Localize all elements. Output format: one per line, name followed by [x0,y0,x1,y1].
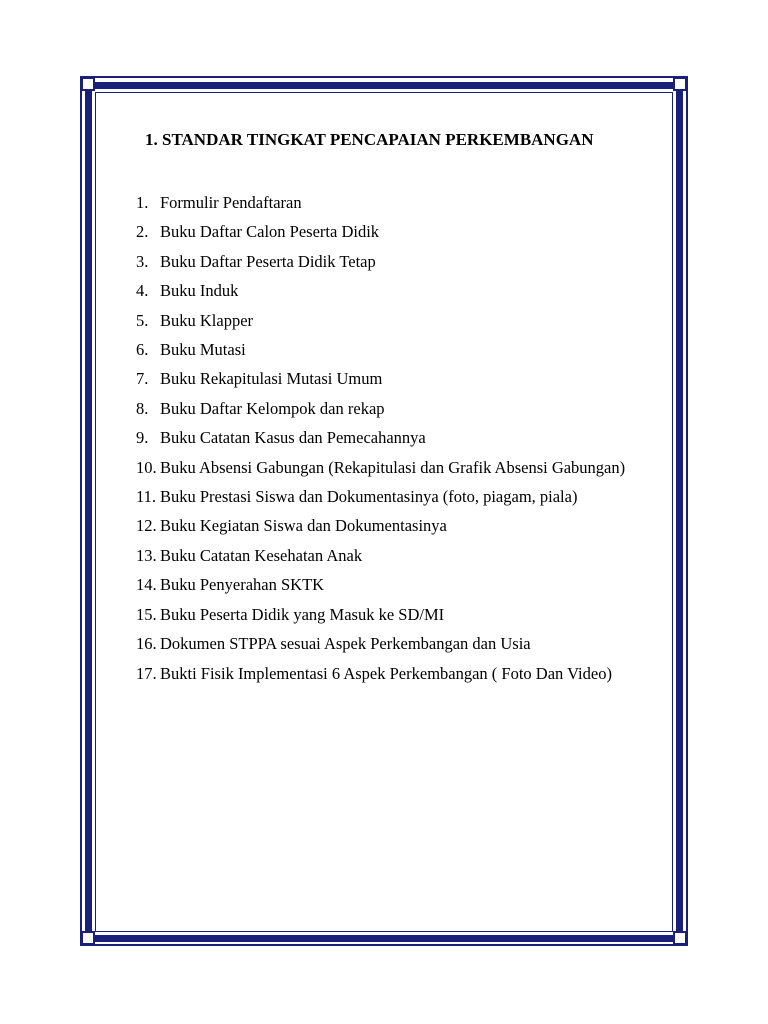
list-item [136,541,676,570]
list-item [136,217,676,246]
list-item-number: 11. [136,487,157,507]
list-item-text: Buku Catatan Kasus dan Pemecahannya [160,428,426,448]
list-item [136,394,676,423]
list-item [136,423,676,452]
list-item [136,482,676,511]
list-item-number: 2. [136,222,149,242]
list-item-number: 17. [136,663,157,683]
list-item-text: Buku Penyerahan SKTK [160,575,325,595]
list-item-number: 15. [136,604,157,624]
list-item-text: Bukti Fisik Implementasi 6 Aspek Perkembangan ( Foto Dan Video) [160,663,612,683]
list-item [136,247,676,276]
list-item [136,453,676,482]
list-item-text: Buku Mutasi [160,340,246,360]
list-item-text: Buku Peserta Didik yang Masuk ke SD/MI [160,604,445,624]
list-item-number: 16. [136,634,157,654]
list-item-number: 1. [136,193,149,212]
list-item-number: 3. [136,251,149,271]
border-corner-top-left [81,77,95,91]
list-item-number: 7. [136,369,149,389]
list-item-text: Buku Klapper [160,310,254,330]
list-item-text: Formulir Pendaftaran [160,193,302,212]
border-corner-top-right [673,77,687,91]
list-item-text: Buku Daftar Peserta Didik Tetap [160,251,376,271]
document-heading: 1. STANDAR TINGKAT PENCAPAIAN PERKEMBANGAN [145,130,594,149]
list-item-number: 13. [136,545,157,565]
list-item-text: Buku Kegiatan Siswa dan Dokumentasinya [160,516,447,536]
list-item-text: Buku Catatan Kesehatan Anak [160,545,363,565]
list-item-text: Buku Induk [160,281,239,301]
document-list [136,188,676,688]
list-item-number: 10. [136,457,157,477]
list-item-number: 4. [136,281,149,301]
list-item [136,659,676,688]
list-item-number: 6. [136,340,149,360]
list-item [136,629,676,658]
list-item [136,570,676,599]
list-item-text: Dokumen STPPA sesuai Aspek Perkembangan dan Usia [160,634,531,654]
list-item [136,335,676,364]
list-item-number: 8. [136,398,149,418]
list-item-text: Buku Daftar Calon Peserta Didik [160,222,380,242]
list-item-text: Buku Daftar Kelompok dan rekap [160,398,385,418]
list-item [136,276,676,305]
list-item [136,511,676,540]
list-item [136,306,676,335]
list-item-number: 12. [136,516,157,536]
list-item-number: 9. [136,428,149,448]
list-item [136,364,676,393]
border-corner-bottom-left [81,931,95,945]
list-item-text: Buku Absensi Gabungan (Rekapitulasi dan Grafik Absensi Gabungan) [160,457,626,477]
border-corner-bottom-right [673,931,687,945]
list-item [136,188,676,217]
list-item-text: Buku Prestasi Siswa dan Dokumentasinya (foto, piagam, piala) [160,487,578,507]
list-item-number: 14. [136,575,157,595]
list-item [136,600,676,629]
list-item-number: 5. [136,310,149,330]
list-item-text: Buku Rekapitulasi Mutasi Umum [160,369,383,389]
